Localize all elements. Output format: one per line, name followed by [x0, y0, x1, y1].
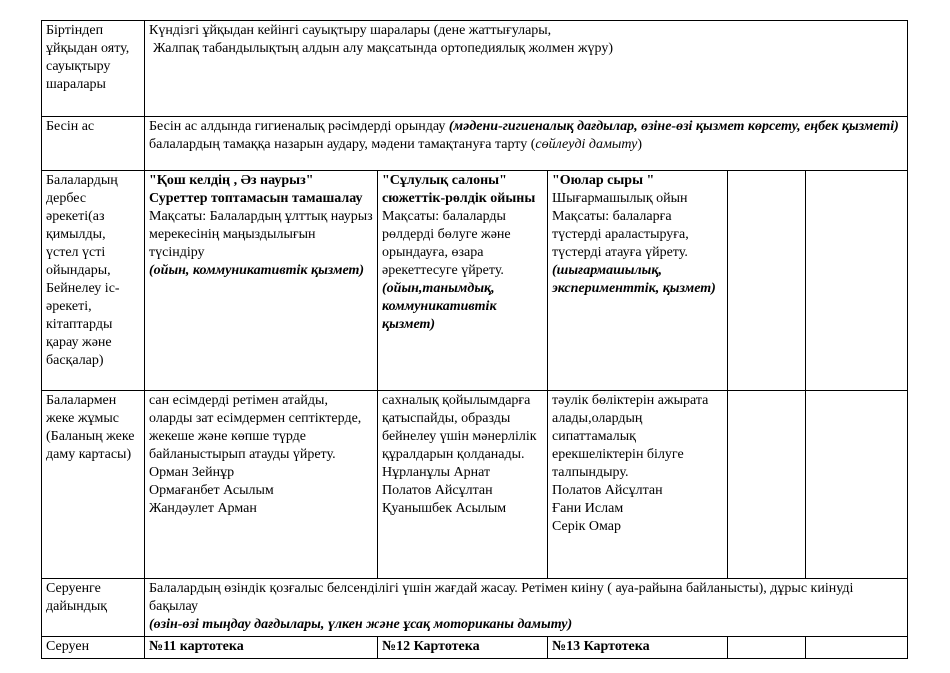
individual-text-3: тәулік бөліктерін ажырата алады,олардың сипаттамалық ерекшеліктерін білуге талпындыру.: [552, 393, 709, 480]
walk-card-3: №13 Картотека: [548, 637, 728, 659]
activity-subtitle-3: Шығармашылық ойын: [552, 191, 688, 206]
independent-col-4-empty: [728, 171, 806, 391]
snack-speech-tag: сөйлеуді дамыту: [535, 137, 638, 152]
individual-text-2: сахналық қойылымдарға қатыспайды, образды бейнелеу үшін мәнерлілік құралдарын қолданады.: [382, 393, 537, 462]
walk-col-4-empty: [728, 637, 806, 659]
activity-tags-2: (ойын,танымдық, коммуникативтік қызмет): [382, 281, 497, 332]
child-name: Жандәулет Арман: [149, 501, 257, 516]
walk-card-2: №12 Картотека: [378, 637, 548, 659]
wake-up-line-1: Күндізгі ұйқыдан кейінгі сауықтыру шаралары (дене жаттығулары,: [149, 23, 552, 38]
child-name: Полатов Айсұлтан: [382, 483, 493, 498]
child-name: Полатов Айсұлтан: [552, 483, 663, 498]
activity-tags-1: (ойын, коммуникативтік қызмет): [149, 263, 365, 278]
activity-tags-3: (шығармашылық, эксперименттік, қызмет): [552, 263, 716, 296]
activity-goal-1: Мақсаты: Балалардың ұлттық наурыз мерекесінің маңыздылығын түсіндіру: [149, 209, 373, 260]
daily-plan-table: [41, 20, 908, 659]
table-row-walk-preparation: [42, 579, 908, 637]
child-name: Орман Зейнұр: [149, 465, 235, 480]
walk-card-1: №11 картотека: [145, 637, 378, 659]
independent-col-3: [548, 171, 728, 391]
table-row-independent-activity: [42, 171, 908, 391]
child-name: Серік Омар: [552, 519, 622, 534]
activity-goal-2: Мақсаты: балаларды рөлдерді бөлуге және орындауға, өзара әрекеттесуге үйрету.: [382, 209, 511, 278]
wake-up-content: [145, 21, 908, 117]
individual-col-2: [378, 391, 548, 579]
independent-col-5-empty: [806, 171, 908, 391]
walk-preparation-text: Балалардың өзіндік қозғалыс белсенділігі үшін жағдай жасау. Ретімен киіну ( ауа-райына байланысты), дұрыс киінуді бақылау: [149, 581, 854, 614]
table-row-wake-up: [42, 21, 908, 117]
walk-preparation-tags: (өзін-өзі тыңдау дағдылары, үлкен және ұсақ моториканы дамыту): [149, 617, 573, 632]
child-name: Ғани Ислам: [552, 501, 624, 516]
independent-col-1: [145, 171, 378, 391]
child-name: Нұрланұлы Арнат: [382, 465, 491, 480]
row-label-walk-preparation: Серуенге дайындық: [42, 579, 145, 637]
wake-up-line-2: Жалпақ табандылықтың алдын алу мақсатында ортопедиялық жолмен жүру): [153, 41, 613, 56]
row-label-wake-up: Біртіндеп ұйқыдан ояту, сауықтыру шаралары: [42, 21, 145, 117]
independent-col-2: [378, 171, 548, 391]
individual-col-5-empty: [806, 391, 908, 579]
row-label-independent-activity: Балалардың дербес әрекеті(аз қимылды, үстел үсті ойындары, Бейнелеу іс-әрекеті, кітаптарды қарау және басқалар): [42, 171, 145, 391]
table-row-snack: [42, 117, 908, 171]
row-label-snack: Бесін ас: [42, 117, 145, 171]
snack-tags: (мәдени-гигиеналық дағдылар, өзіне-өзі қызмет көрсету, еңбек қызметі): [448, 119, 899, 134]
walk-preparation-content: [145, 579, 908, 637]
individual-col-4-empty: [728, 391, 806, 579]
walk-col-5-empty: [806, 637, 908, 659]
activity-title-1: "Қош келдің , Әз наурыз" Суреттер топтамасын тамашалау: [149, 173, 363, 206]
snack-text-e: ): [637, 137, 643, 152]
individual-col-1: [145, 391, 378, 579]
table-row-individual-work: [42, 391, 908, 579]
table-row-walk: [42, 637, 908, 659]
individual-text-1: сан есімдерді ретімен атайды, оларды зат есімдермен септіктерде, жекеше және көпше түрде байланыстырып атауды үйрету.: [149, 393, 362, 462]
individual-col-3: [548, 391, 728, 579]
snack-text-a: Бесін ас алдында гигиеналық рәсімдерді орындау: [149, 119, 449, 134]
child-name: Қуанышбек Асылым: [382, 501, 507, 516]
snack-content: [145, 117, 908, 171]
activity-goal-3: Мақсаты: балаларға түстерді араластыруға, түстерді атауға үйрету.: [552, 209, 689, 260]
row-label-individual-work: Балалармен жеке жұмыс (Баланың жеке даму картасы): [42, 391, 145, 579]
activity-title-3: "Оюлар сыры ": [552, 173, 655, 188]
row-label-walk: Серуен: [42, 637, 145, 659]
activity-title-2: "Сұлулық салоны" сюжеттік-рөлдік ойыны: [382, 173, 536, 206]
child-name: Ормағанбет Асылым: [149, 483, 274, 498]
snack-text-c: балалардың тамаққа назарын аудару, мәдени тамақтануға тарту (: [149, 137, 536, 152]
